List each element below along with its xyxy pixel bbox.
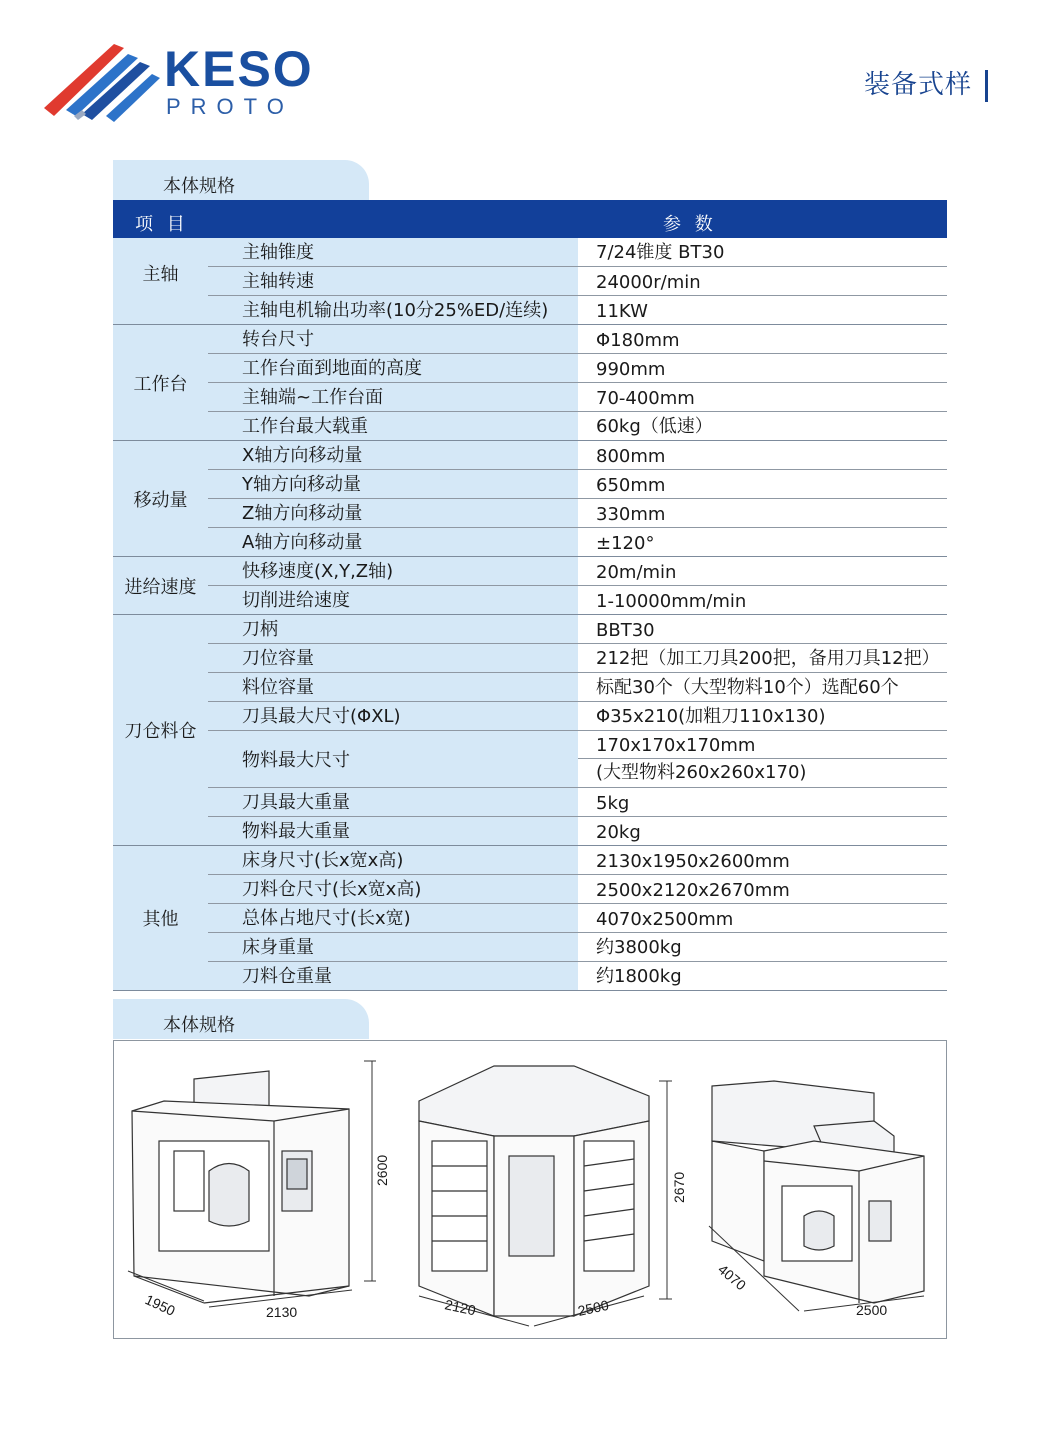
table-row [208,383,947,412]
dim-width-2: 2500 [576,1296,611,1319]
table-row [208,673,947,702]
section-tab-drawings [113,999,369,1039]
table-row [208,817,947,845]
row-value: 20kg [578,817,947,845]
row-value: 60kg（低速） [578,412,947,440]
logo-stripes-icon [44,38,162,128]
row-value [578,731,947,787]
row-value: 5kg [578,788,947,816]
row-label: 主轴电机输出功率(10分25%ED/连续) [208,296,578,324]
row-label: 刀具最大重量 [208,788,578,816]
table-row [208,354,947,383]
table-row [208,557,947,586]
table-row [208,586,947,614]
row-label: 快移速度(X,Y,Z轴) [208,557,578,585]
section-tab-specs [113,160,369,200]
row-value: 330mm [578,499,947,527]
dim-width-3: 2500 [856,1302,888,1318]
row-label: 刀料仓尺寸(长x宽x高) [208,875,578,903]
spec-group-spindle [113,238,947,325]
table-row [208,846,947,875]
row-label: 物料最大尺寸 [208,731,578,787]
table-row [208,441,947,470]
row-label: 刀位容量 [208,644,578,672]
row-value: 800mm [578,441,947,469]
row-label: 转台尺寸 [208,325,578,353]
group-category: 其他 [113,846,208,990]
row-label: 刀柄 [208,615,578,643]
row-label: Y轴方向移动量 [208,470,578,498]
table-row [208,788,947,817]
row-label: 主轴锥度 [208,238,578,266]
group-category: 主轴 [113,238,208,324]
row-label: 总体占地尺寸(长x宽) [208,904,578,932]
row-value-line: (大型物料260x260x170) [596,762,807,783]
table-row [208,267,947,296]
table-row [208,933,947,962]
row-value: 70-400mm [578,383,947,411]
spec-group-magazine [113,615,947,846]
spec-group-feed [113,557,947,615]
section-tab-label: 本体规格 [163,176,235,197]
machining-center-drawing [128,1061,376,1307]
group-category: 刀仓料仓 [113,615,208,845]
group-category: 工作台 [113,325,208,440]
column-header-param: 参 数 [663,214,717,235]
row-value: 7/24锥度 BT30 [578,238,947,266]
spec-group-worktable [113,325,947,441]
row-label: 切削进给速度 [208,586,578,614]
row-label: 工作台面到地面的高度 [208,354,578,382]
row-value-line: 170x170x170mm [578,731,947,759]
dim-height-1: 2600 [374,1154,390,1186]
table-row [208,238,947,267]
row-label: 床身尺寸(长x宽x高) [208,846,578,874]
table-row [208,499,947,528]
table-row [208,731,947,788]
row-label: 料位容量 [208,673,578,701]
dim-height-2: 2670 [671,1171,687,1203]
table-row [208,296,947,324]
table-row [208,325,947,354]
table-row [208,412,947,440]
spec-group-travel [113,441,947,557]
dim-width-1: 2130 [266,1304,298,1320]
spec-group-other [113,846,947,991]
dim-depth-2: 2120 [443,1296,478,1319]
dim-depth-1: 1950 [142,1291,178,1319]
row-label: A轴方向移动量 [208,528,578,556]
row-label: 物料最大重量 [208,817,578,845]
section-tab-label: 本体规格 [163,1015,235,1036]
spec-table [113,200,947,991]
table-row [208,702,947,731]
row-value: 212把（加工刀具200把，备用刀具12把） [578,644,947,672]
row-label: Z轴方向移动量 [208,499,578,527]
row-label: 刀具最大尺寸(ΦXL) [208,702,578,730]
table-row [208,904,947,933]
row-value: 990mm [578,354,947,382]
row-value: 约3800kg [578,933,947,961]
table-row [208,644,947,673]
row-value: 20m/min [578,557,947,585]
row-value: 650mm [578,470,947,498]
row-value: Φ35x210(加粗刀110x130) [578,702,947,730]
table-row [208,528,947,556]
page-title: 装备式样 [863,70,972,100]
row-value: 4070x2500mm [578,904,947,932]
machine-drawings-panel [113,1040,947,1339]
table-row [208,470,947,499]
tool-magazine-drawing [419,1066,672,1326]
logo-sub-text: PROTO [166,94,294,119]
table-row [208,962,947,990]
keso-logo [44,38,344,128]
column-header-item: 项 目 [135,214,189,235]
row-value: 11KW [578,296,947,324]
row-value: BBT30 [578,615,947,643]
table-row [208,875,947,904]
table-row [208,615,947,644]
row-label: 主轴端~工作台面 [208,383,578,411]
row-label: 主轴转速 [208,267,578,295]
title-divider [985,70,988,102]
group-category: 进给速度 [113,557,208,614]
row-value: ±120° [578,528,947,556]
row-value: 标配30个（大型物料10个）选配60个 [578,673,947,701]
row-value: 约1800kg [578,962,947,990]
group-category: 移动量 [113,441,208,556]
row-value: Φ180mm [578,325,947,353]
row-value: 1-10000mm/min [578,586,947,614]
row-label: 工作台最大载重 [208,412,578,440]
row-label: X轴方向移动量 [208,441,578,469]
spec-table-header [113,200,947,238]
logo-brand-text: KESO [164,41,314,97]
dim-depth-3: 4070 [715,1261,750,1294]
row-value: 2130x1950x2600mm [578,846,947,874]
row-label: 床身重量 [208,933,578,961]
row-value: 2500x2120x2670mm [578,875,947,903]
row-value: 24000r/min [578,267,947,295]
row-label: 刀料仓重量 [208,962,578,990]
